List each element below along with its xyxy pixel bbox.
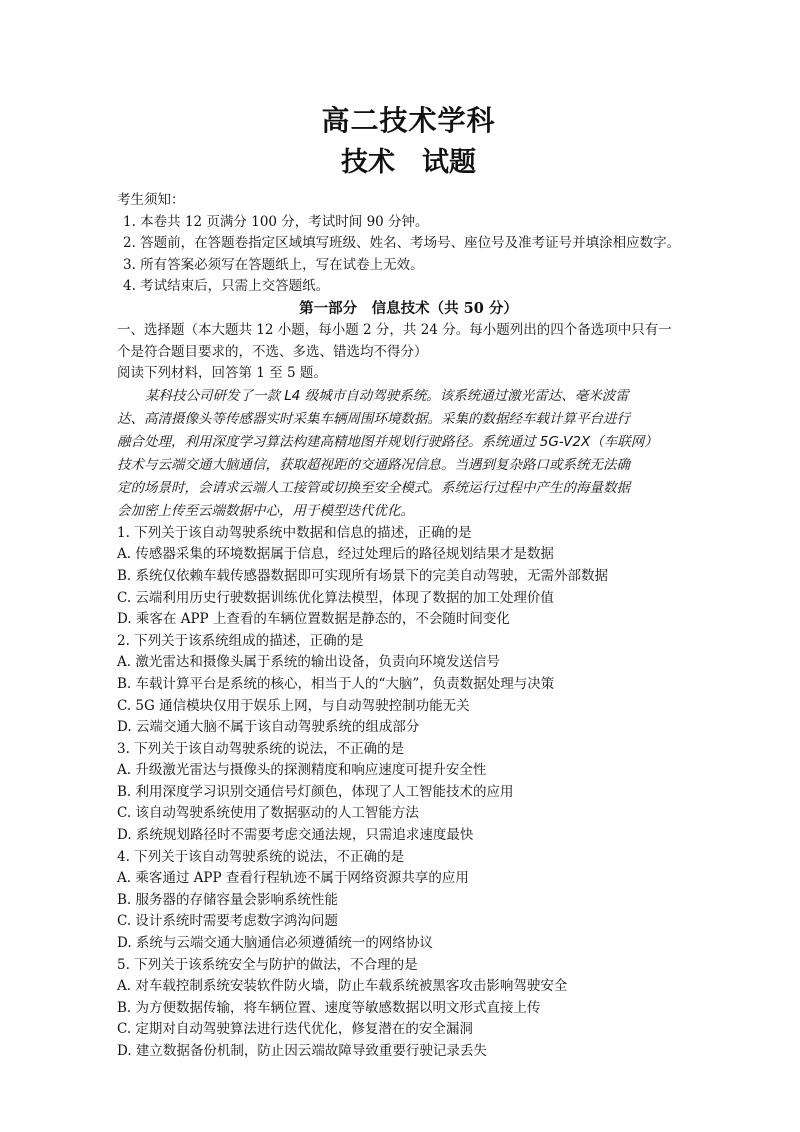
reading-material <box>117 385 700 523</box>
option-c: C. 该自动驾驶系统使用了数据驱动的人工智能方法 <box>117 805 419 822</box>
material-line: 达、高清摄像头等传感器实时采集车辆周围环境数据。采集的数据经车载计算平台进行 <box>117 410 630 427</box>
option-b: B. 利用深度学习识别交通信号灯颜色，体现了人工智能技术的应用 <box>117 783 514 800</box>
notice-item: 3. 所有答案必须写在答题纸上，写在试卷上无效。 <box>123 256 424 273</box>
material-line: 融合处理，利用深度学习算法构建高精地图并规划行驶路径。系统通过 5G-V2X（车联网） <box>117 433 658 450</box>
part-title: 第一部分 信息技术（共 50 分） <box>299 299 518 317</box>
question-stem: 1. 下列关于该自动驾驶系统中数据和信息的描述，正确的是 <box>117 524 472 541</box>
option-d: D. 系统规划路径时不需要考虑交通法规，只需追求速度最快 <box>117 827 474 844</box>
option-a: A. 升级激光雷达与摄像头的探测精度和响应速度可提升安全性 <box>117 762 487 779</box>
question-4 <box>117 847 700 955</box>
option-a: A. 乘客通过 APP 查看行程轨迹不属于网络资源共享的应用 <box>117 870 469 887</box>
notice-item: 1. 本卷共 12 页满分 100 分，考试时间 90 分钟。 <box>123 213 429 230</box>
notice-heading: 考生须知： <box>117 192 185 208</box>
reading-prompt: 阅读下列材料，回答第 1 至 5 题。 <box>117 365 327 382</box>
option-d: D. 系统与云端交通大脑通信必须遵循统一的网络协议 <box>117 935 433 952</box>
option-c: C. 云端利用历史行驶数据训练优化算法模型，体现了数据的加工处理价值 <box>117 589 554 606</box>
option-d: D. 云端交通大脑不属于该自动驾驶系统的组成部分 <box>117 719 420 736</box>
exam-subtitle: 技术 试题 <box>341 147 476 178</box>
option-a: A. 传感器采集的环境数据属于信息，经过处理后的路径规划结果才是数据 <box>117 546 554 563</box>
section-instructions <box>117 320 700 363</box>
option-b: B. 车载计算平台是系统的核心，相当于人的“大脑”，负责数据处理与决策 <box>117 675 555 692</box>
option-b: B. 服务器的存储容量会影响系统性能 <box>117 891 339 908</box>
option-d: D. 乘客在 APP 上查看的车辆位置数据是静态的，不会随时间变化 <box>117 611 510 628</box>
notice-block <box>117 190 700 298</box>
question-1 <box>117 523 700 631</box>
option-a: A. 对车载控制系统安装软件防火墙，防止车载系统被黑客攻击影响驾驶安全 <box>117 978 568 995</box>
material-line: 会加密上传至云端数据中心，用于模型迭代优化。 <box>117 502 414 519</box>
option-c: C. 设计系统时需要考虑数字鸿沟问题 <box>117 913 338 930</box>
question-5 <box>117 955 700 1063</box>
question-2 <box>117 631 700 739</box>
notice-item: 2. 答题前，在答题卷指定区域填写班级、姓名、考场号、座位号及准考证号并填涂相应数字。 <box>123 235 681 252</box>
option-a: A. 激光雷达和摄像头属于系统的输出设备，负责向环境发送信号 <box>117 654 500 671</box>
option-d: D. 建立数据备份机制，防止因云端故障导致重要行驶记录丢失 <box>117 1043 487 1059</box>
question-stem: 4. 下列关于该自动驾驶系统的说法，不正确的是 <box>117 848 405 865</box>
question-stem: 3. 下列关于该自动驾驶系统的说法，不正确的是 <box>117 740 405 757</box>
section-line: 个是符合题目要求的，不选、多选、错选均不得分） <box>117 343 428 360</box>
material-line: 技术与云端交通大脑通信，获取超视距的交通路况信息。当遇到复杂路口或系统无法确 <box>117 456 630 473</box>
material-line: 某科技公司研发了一款 L4 级城市自动驾驶系统。该系统通过激光雷达、毫米波雷 <box>145 387 629 404</box>
option-c: C. 定期对自动驾驶算法进行迭代优化，修复潜在的安全漏洞 <box>117 1021 473 1038</box>
material-line: 定的场景时，会请求云端人工接管或切换至安全模式。系统运行过程中产生的海量数据 <box>117 479 630 496</box>
notice-item: 4. 考试结束后，只需上交答题纸。 <box>123 278 330 295</box>
option-b: B. 系统仅依赖车载传感器数据即可实现所有场景下的完美自动驾驶，无需外部数据 <box>117 567 609 584</box>
option-c: C. 5G 通信模块仅用于娱乐上网，与自动驾驶控制功能无关 <box>117 697 470 714</box>
question-stem: 2. 下列关于该系统组成的描述，正确的是 <box>117 632 364 649</box>
section-line: 一、选择题（本大题共 12 小题，每小题 2 分，共 24 分。每小题列出的四个备选项中只有一 <box>117 321 672 338</box>
option-b: B. 为方便数据传输，将车辆位置、速度等敏感数据以明文形式直接上传 <box>117 999 541 1016</box>
question-3 <box>117 739 700 847</box>
question-stem: 5. 下列关于该系统安全与防护的做法，不合理的是 <box>117 956 418 973</box>
exam-title: 高二技术学科 <box>321 104 496 137</box>
